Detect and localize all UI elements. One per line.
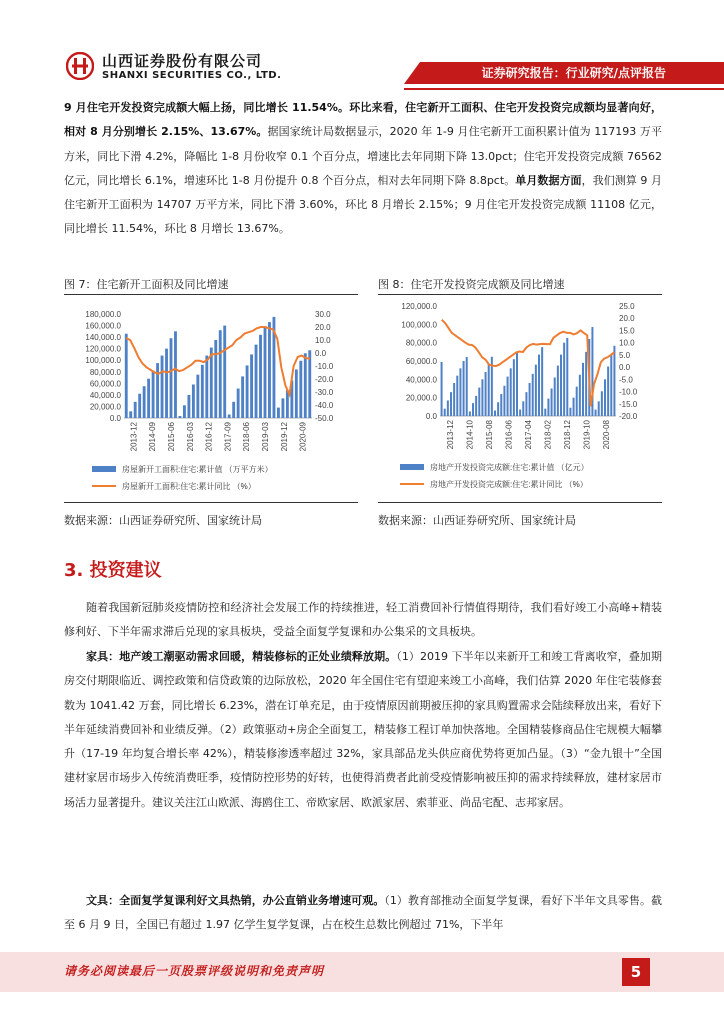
x-axis-tick: 2019-03 <box>261 422 270 452</box>
right-axis-tick: 0.0 <box>619 363 631 373</box>
right-axis-tick: 0.0 <box>315 349 327 358</box>
bar <box>459 368 461 416</box>
legend-bar-swatch <box>400 464 424 470</box>
bar <box>569 408 571 416</box>
x-axis-tick: 2016-12 <box>204 422 214 452</box>
bar <box>450 392 452 416</box>
bar <box>478 388 480 416</box>
stationery-heading: 文具：全面复学复课利好文具热销，办公直销业务增速可观。 <box>86 894 385 907</box>
bar <box>522 401 524 416</box>
left-axis-tick: 0.0 <box>425 412 437 421</box>
bar <box>554 378 556 417</box>
bar <box>560 355 562 416</box>
bar <box>510 368 512 416</box>
bar <box>503 386 505 416</box>
bar <box>205 356 208 418</box>
bar <box>277 408 280 418</box>
bar <box>519 410 521 416</box>
bar <box>196 375 199 418</box>
left-axis-tick: 120,000.0 <box>401 302 437 311</box>
left-axis-tick: 0.0 <box>109 414 121 423</box>
bar <box>598 401 600 416</box>
bar <box>573 398 575 416</box>
company-name-cn: 山西证券股份有限公司 <box>102 52 263 70</box>
bar <box>147 379 150 418</box>
x-axis-tick: 2015-06 <box>167 422 176 452</box>
left-axis-tick: 20,000.0 <box>89 402 121 412</box>
intro-body-1: 据国家统计局数据显示，2020 年 1-9 月住宅新开工面积累计值为 117193 万平方米，同比下滑 4.2%，降幅比 1-8 月份收窄 0.1 个百分点，增速比去年同期下降 13.0pct；住宅开发投资完成额 76562 亿元，同比增长 6.1%，增速环比 1-8 月份提升 0.8 个百分点，相对去年同期下降 8.8pct。 <box>64 125 662 187</box>
right-axis-tick: 20.0 <box>619 314 635 324</box>
right-axis-tick: 10.0 <box>619 338 635 348</box>
bar <box>187 395 190 418</box>
bar <box>246 365 249 418</box>
bar <box>466 357 468 416</box>
bar <box>469 411 471 416</box>
bar <box>125 334 128 418</box>
right-axis-tick: -20.0 <box>315 375 334 384</box>
bar <box>494 411 496 417</box>
x-axis-tick: 2019-12 <box>279 422 289 452</box>
legend-line-label: 房地产开发投资完成额:住宅:累计同比 （%） <box>430 480 588 489</box>
bar <box>299 361 302 418</box>
bar <box>585 352 587 416</box>
bar <box>129 411 132 418</box>
bar <box>463 361 465 416</box>
report-type: 证券研究报告：行业研究/点评报告 <box>481 66 666 80</box>
x-axis-tick: 2020-09 <box>298 422 308 452</box>
left-axis-tick: 40,000.0 <box>405 375 437 385</box>
bar <box>595 410 597 416</box>
bar <box>304 353 307 418</box>
left-axis-tick: 100,000.0 <box>401 320 437 330</box>
bar <box>529 383 531 416</box>
left-axis-tick: 80,000.0 <box>89 367 121 377</box>
x-axis-tick: 2018-02 <box>543 420 553 450</box>
figure-8-bottom-rule <box>378 502 662 503</box>
right-axis-tick: -10.0 <box>315 362 334 371</box>
furniture-paragraph <box>64 645 662 815</box>
company-name-en: SHANXI SECURITIES CO., LTD. <box>102 70 282 81</box>
x-axis-tick: 2015-08 <box>484 420 494 450</box>
bar <box>214 340 217 418</box>
bar <box>538 355 540 416</box>
bar <box>223 326 226 418</box>
bar <box>513 359 515 416</box>
x-axis-tick: 2013-12 <box>129 422 139 452</box>
section-3-intro: 随着我国新冠肺炎疫情防控和经济社会发展工作的持续推进，轻工消费回补行情值得期待，我们看好竣工小高峰+精装修利好、下半年需求滞后兑现的家具板块，受益全面复学复课和办公集采的文具板块。 <box>64 601 662 639</box>
bar <box>241 376 244 418</box>
bar <box>532 374 534 416</box>
page-number: 5 <box>622 958 650 986</box>
bar <box>563 343 565 416</box>
bar <box>237 389 240 418</box>
legend-bar-label: 房地产开发投资完成额:住宅:累计值 （亿元） <box>430 463 589 472</box>
bar <box>295 369 298 418</box>
right-axis-tick: 5.0 <box>619 350 631 360</box>
left-axis-tick: 60,000.0 <box>89 379 121 389</box>
x-axis-tick: 2014-10 <box>465 420 475 450</box>
right-axis-tick: 10.0 <box>315 336 331 345</box>
bar <box>143 386 146 418</box>
bar <box>228 415 231 418</box>
bar <box>453 383 455 416</box>
bar <box>264 326 267 418</box>
bar <box>210 348 213 418</box>
bar <box>481 379 483 416</box>
x-axis-tick: 2019-10 <box>582 420 592 450</box>
x-axis-tick: 2018-06 <box>242 422 252 452</box>
right-axis-tick: -50.0 <box>315 414 334 423</box>
left-axis-tick: 120,000.0 <box>85 344 121 354</box>
bar <box>219 330 222 418</box>
bar <box>255 345 258 418</box>
figure-7-title: 图 7：住宅新开工面积及同比增速 <box>64 278 229 291</box>
bar <box>488 364 490 416</box>
bar <box>547 399 549 416</box>
right-axis-tick: -5.0 <box>619 375 633 385</box>
bar <box>174 331 177 418</box>
legend-line-label: 房屋新开工面积:住宅:累计同比 （%） <box>122 482 256 491</box>
bar <box>250 354 253 418</box>
bar <box>472 403 474 416</box>
left-axis-tick: 100,000.0 <box>85 356 121 366</box>
furniture-body: （1）2019 下半年以来新开工和竣工背离收窄，叠加期房交付期限临近、调控政策和信贷政策的边际放松，2020 年全国住宅有望迎来竣工小高峰，我们估算 2020 年住宅装修套数为 1041.42 万套，同比增长 6.23%，潜在订单充足，由于疫情原因前期被压抑的家具购置需求会陆续释放出来，看好下半年延续消费回补和业绩反弹。（2）政策驱动+房企全面复工，精装修工程订单加快落地。全国精装修商品住宅规模大幅攀升（17-19 年均复合增长率 42%），精装修渗透率超过 32%，家具部品龙头供应商优势将更加凸显。（3）“金九银十”全国建材家居市场步入传统消费旺季，疫情防控形势的好转，也使得消费者此前受疫情影响被压抑的需求持续释放，建材家居市场活力显著提升。建议关注江山欧派、海鸥住工、帝欧家居、欧派家居、索菲亚、尚品宅配、志邦家居。 <box>64 650 662 809</box>
bar <box>192 384 195 418</box>
figure-8-title: 图 8：住宅开发投资完成额及同比增速 <box>378 278 565 291</box>
bar <box>557 366 559 416</box>
x-axis-tick: 2016-06 <box>504 420 514 450</box>
right-axis-tick: 30.0 <box>315 310 331 319</box>
furniture-heading: 家具：地产竣工潮驱动需求回暖，精装修标的正处业绩释放期。 <box>86 650 397 663</box>
legend-bar-swatch <box>92 466 116 472</box>
left-axis-tick: 180,000.0 <box>85 310 121 319</box>
bar <box>170 338 173 418</box>
bar <box>544 409 546 416</box>
bar <box>613 346 615 416</box>
left-axis-tick: 80,000.0 <box>405 338 437 348</box>
bar <box>566 338 568 416</box>
bar <box>456 376 458 416</box>
bar <box>156 363 159 418</box>
left-axis-tick: 40,000.0 <box>89 390 121 400</box>
right-axis-tick: 15.0 <box>619 326 635 336</box>
bar <box>525 392 527 416</box>
bar <box>507 377 509 416</box>
bar <box>485 372 487 416</box>
bar <box>607 367 609 417</box>
bar <box>500 394 502 416</box>
x-axis-tick: 2020-08 <box>602 420 612 450</box>
footer-disclaimer: 请务必阅读最后一页股票评级说明和免责声明 <box>64 964 325 978</box>
intro-lead: 9 月住宅开发投资完成额大幅上扬，同比增长 11.54%。环比来看，住宅新开工面积、住宅开发投资完成额均显著向好，相对 8 月分别增长 2.15%、13.67%。 <box>64 101 662 139</box>
bar <box>444 409 446 416</box>
bar <box>138 394 141 418</box>
bar <box>232 402 235 418</box>
right-axis-tick: -40.0 <box>315 401 334 410</box>
right-axis-tick: 25.0 <box>619 302 635 311</box>
bar <box>582 363 584 416</box>
bar <box>134 402 137 418</box>
bar <box>308 350 311 418</box>
bar <box>516 353 518 416</box>
stationery-paragraph <box>64 889 662 938</box>
x-axis-tick: 2017-09 <box>223 422 233 452</box>
right-axis-tick: -15.0 <box>619 399 638 409</box>
bar <box>604 379 606 416</box>
bar <box>268 322 271 418</box>
bar <box>551 389 553 417</box>
figure-7-bottom-rule <box>64 502 358 503</box>
bar <box>541 347 543 416</box>
legend-bar-label: 房屋新开工面积:住宅:累计值 （万平方米） <box>122 465 273 474</box>
stationery-body: （1）教育部推动全面复学复课，看好下半年文具零售。截至 6 月 9 日，全国已有超过 1.97 亿学生复学复课，占在校生总数比例超过 71%，下半年 <box>64 894 662 932</box>
intro-paragraph <box>64 96 662 242</box>
bar <box>259 335 262 418</box>
bar <box>576 387 578 416</box>
intro-mid-heading: 单月数据方面 <box>515 173 582 187</box>
x-axis-tick: 2013-12 <box>445 420 455 450</box>
x-axis-tick: 2018-12 <box>563 420 573 450</box>
figure-7-source: 数据来源：山西证券研究所、国家统计局 <box>64 514 262 527</box>
left-axis-tick: 160,000.0 <box>85 321 121 331</box>
right-axis-tick: -30.0 <box>315 388 334 397</box>
bar <box>161 356 164 418</box>
left-axis-tick: 20,000.0 <box>405 393 437 403</box>
right-axis-tick: -10.0 <box>619 387 638 397</box>
bar <box>535 365 537 416</box>
bar <box>610 355 612 416</box>
bar <box>447 400 449 416</box>
section-3-title: 3. 投资建议 <box>64 560 162 581</box>
x-axis-tick: 2014-09 <box>148 422 158 452</box>
figure-8-chart <box>378 296 662 502</box>
left-axis-tick: 60,000.0 <box>405 357 437 366</box>
bar <box>579 375 581 416</box>
right-axis-tick: 20.0 <box>315 323 331 332</box>
bar <box>497 402 499 416</box>
figure-8-top-rule <box>378 294 662 295</box>
figure-7-chart <box>64 296 358 502</box>
intro-body-2: ，我们测算 9 月住宅新开工面积为 14707 万平方米，同比下滑 3.60%，环比 8 月增长 2.15%；9 月住宅开发投资完成额 11108 亿元，同比增长 11.54%，环比 8 月增长 13.67%。 <box>64 173 662 236</box>
bar <box>165 349 168 418</box>
left-axis-tick: 140,000.0 <box>85 333 121 343</box>
bar <box>183 405 186 418</box>
figure-8-source: 数据来源：山西证券研究所、国家统计局 <box>378 514 576 527</box>
figure-7-top-rule <box>64 294 358 295</box>
bar <box>475 396 477 416</box>
bar <box>201 365 204 418</box>
bar <box>601 391 603 416</box>
right-axis-tick: -20.0 <box>619 412 638 421</box>
bar <box>179 416 182 418</box>
bar <box>152 371 155 418</box>
bar <box>441 362 443 416</box>
x-axis-tick: 2016-03 <box>185 422 195 452</box>
x-axis-tick: 2017-04 <box>524 420 533 450</box>
bar <box>281 398 284 418</box>
